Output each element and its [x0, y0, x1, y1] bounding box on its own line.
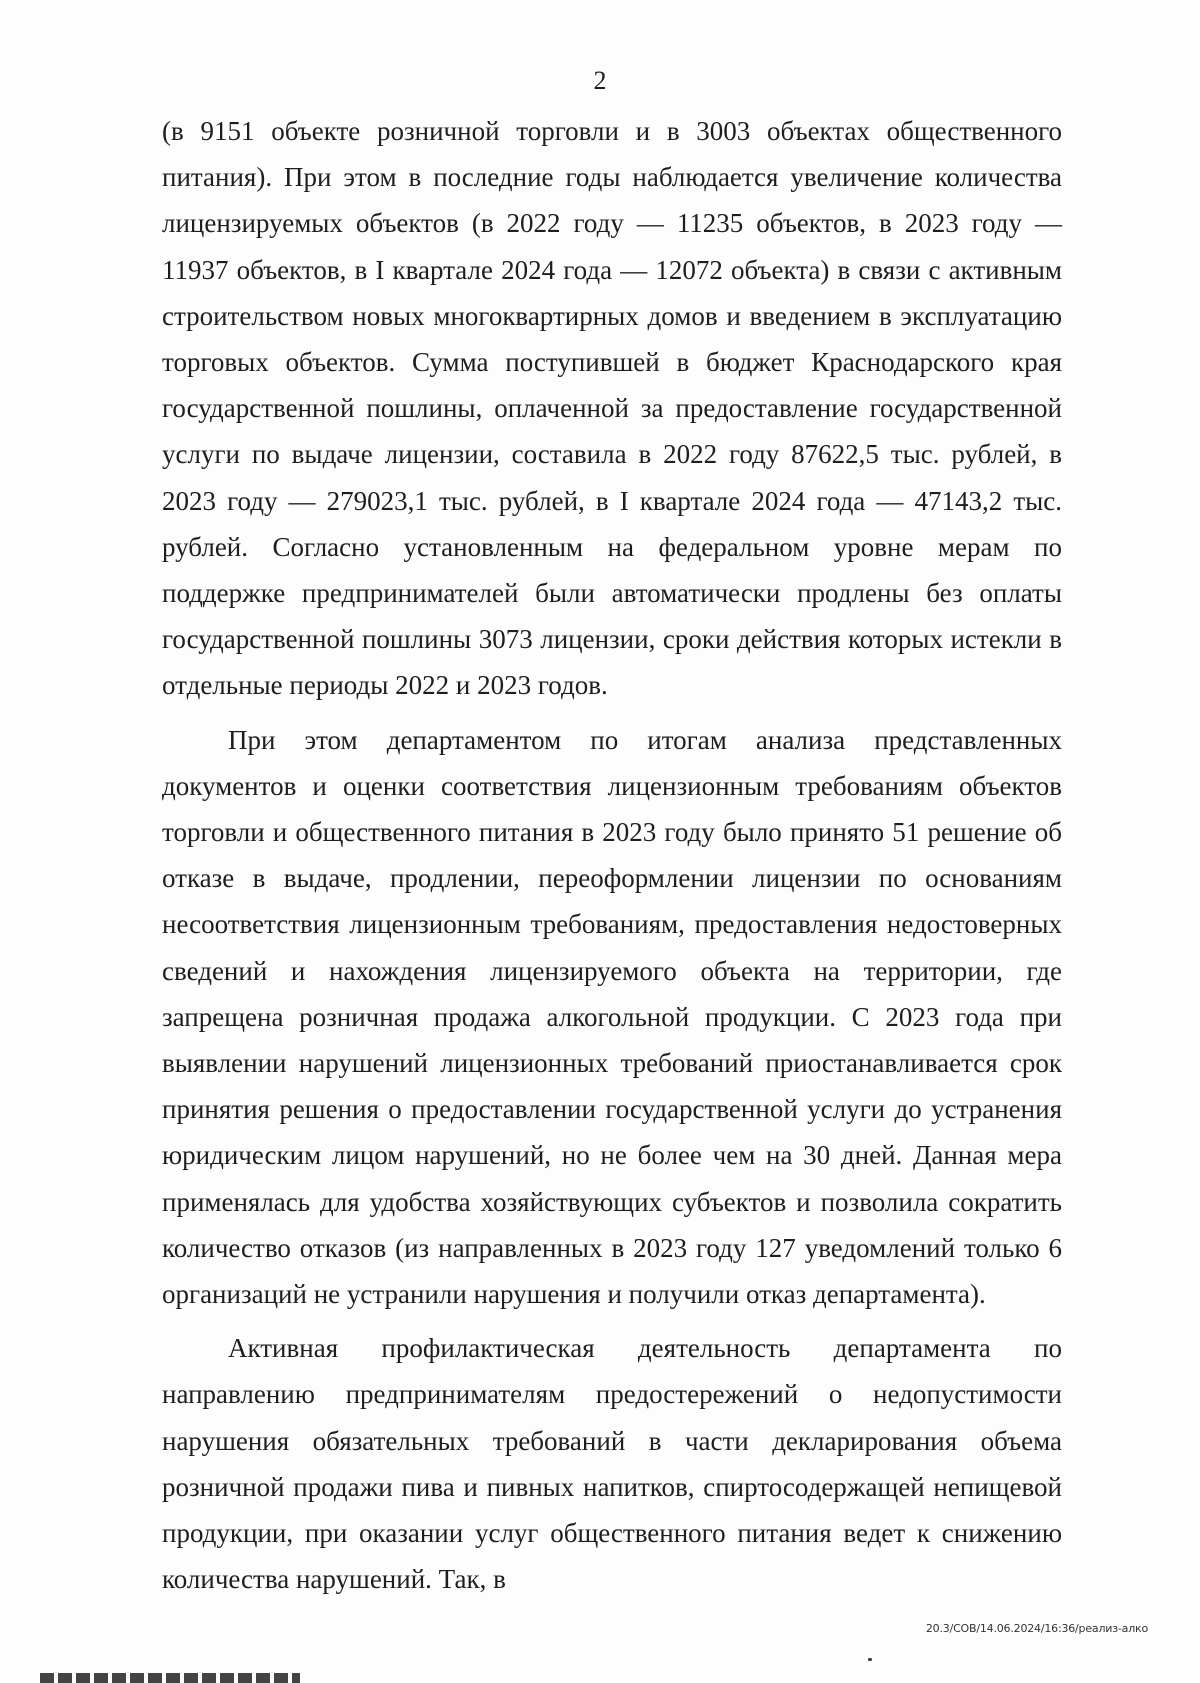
paragraph-preventive-activity: Активная профилактическая деятельность департамента по направлению предпринимателям предостережений о недопустимости нарушения обязательных требований в части декларирования объема розничной продажи пива и пивных напитков, спиртосодержащей непищевой продукции, при оказании услуг общественного питания ведет к снижению количества нарушений. Так, в: [162, 1333, 1062, 1595]
scan-bottom-edge-artifact: [40, 1673, 300, 1683]
document-footer-code: 20.3/СОВ/14.06.2024/16:36/реализ-алко: [925, 1622, 1148, 1635]
scan-speck: [868, 1658, 872, 1661]
paragraph-license-refusals: При этом департаментом по итогам анализа представленных документов и оценки соответствия лицензионным требованиям объектов торговли и общественного питания в 2023 году было принято 51 решение об отказе в выдаче, продлении, переоформлении лицензии по основаниям несоответствия лицензионным требованиям, предоставления недостоверных сведений и нахождения лицензируемого объекта на территории, где запрещена розничная продажа алкогольной продукции. С 2023 года при выявлении нарушений лицензионных требований приостанавливается срок принятия решения о предоставлении государственной услуги до устранения юридическим лицом нарушений, но не более чем на 30 дней. Данная мера применялась для удобства хозяйствующих субъектов и позволила сократить количество отказов (из направленных в 2023 году 127 уведомлений только 6 организаций не устранили нарушения и получили отказ департамента).: [162, 724, 1062, 1310]
paragraph-continuation: (в 9151 объекте розничной торговли и в 3003 объектах общественного питания). При этом в последние годы наблюдается увеличение количества лицензируемых объектов (в 2022 году — 11235 объектов, в 2023 году — 11937 объектов, в I квартале 2024 года — 12072 объекта) в связи с активным строительством новых многоквартирных домов и введением в эксплуатацию торговых объектов. Сумма поступившей в бюджет Краснодарского края государственной пошлины, оплаченной за предоставление государственной услуги по выдаче лицензии, составила в 2022 году 87622,5 тыс. рублей, в 2023 году — 279023,1 тыс. рублей, в I квартале 2024 года — 47143,2 тыс. рублей. Согласно установленным на федеральном уровне мерам по поддержке предпринимателей были автоматически продлены без оплаты государственной пошлины 3073 лицензии, сроки действия которых истекли в отдельные периоды 2022 и 2023 годов.: [162, 116, 1062, 701]
page-number: 2: [593, 66, 607, 95]
document-body: [162, 108, 1062, 1603]
